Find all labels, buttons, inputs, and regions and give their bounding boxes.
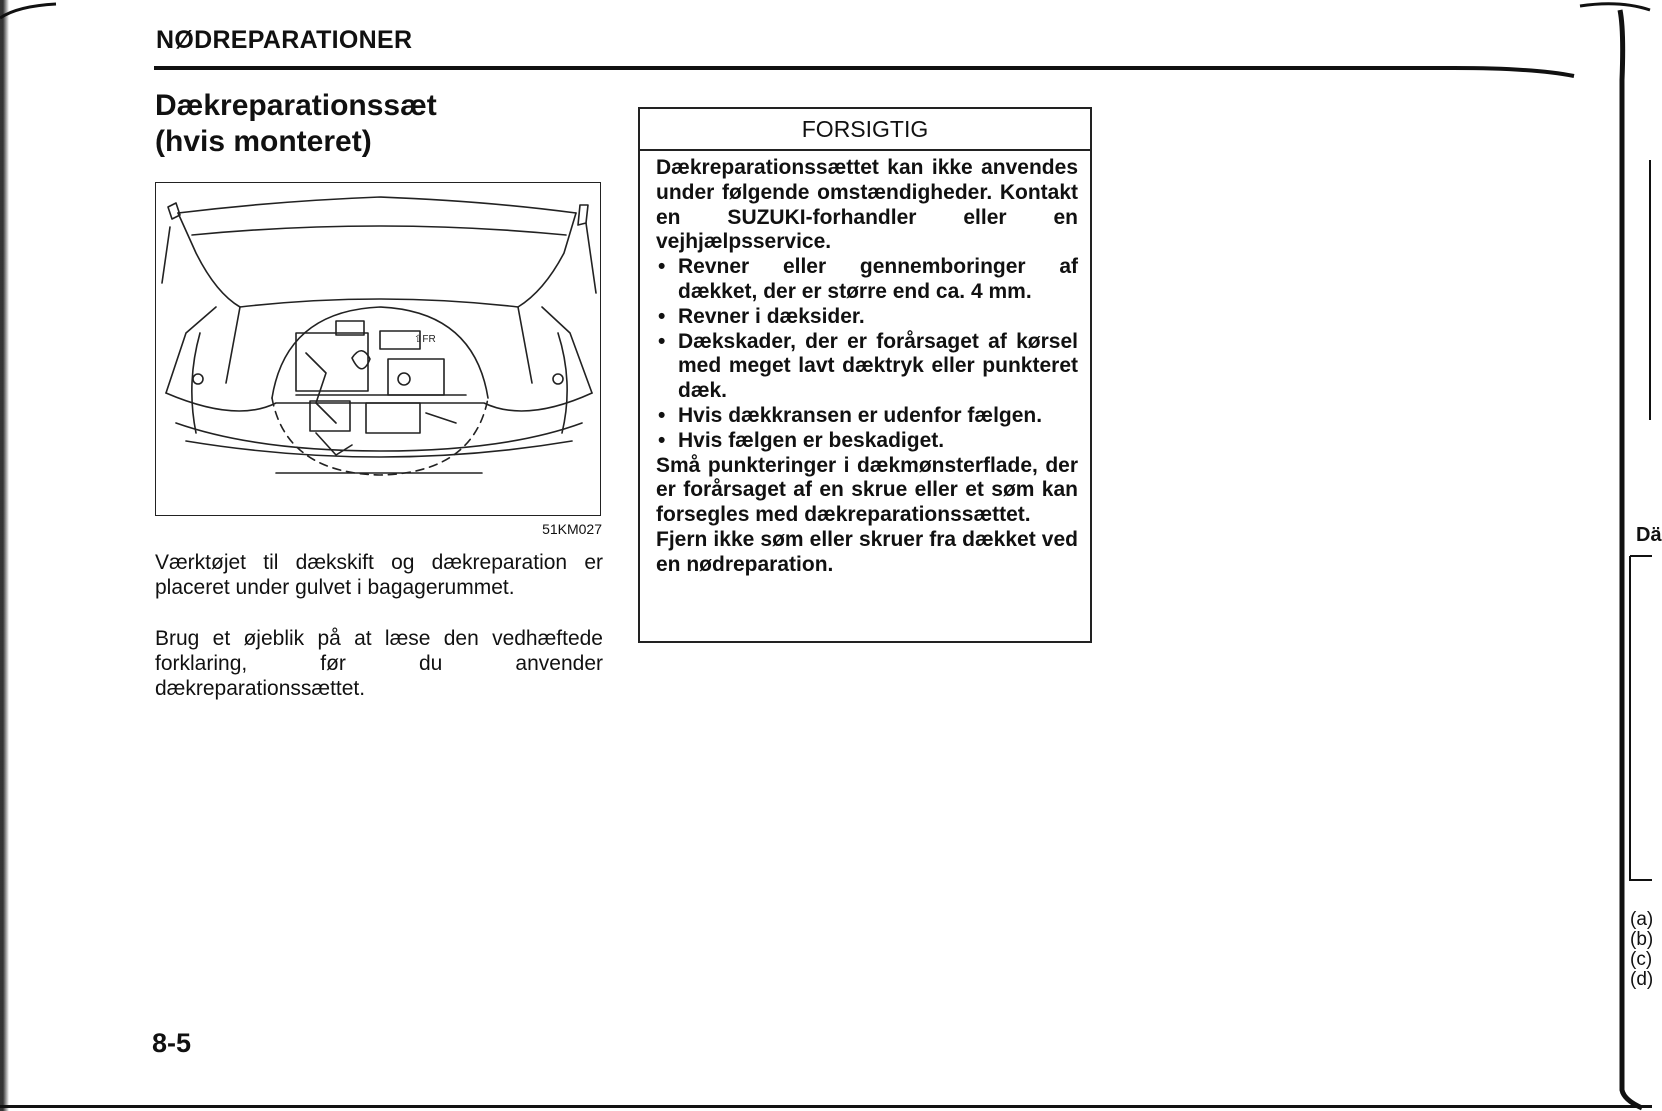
- caution-note-puncture: Små punkteringer i dækmønsterflade, der er forårsaget af en skrue eller et søm kan forsegles med dækreparationssættet.: [656, 453, 1078, 527]
- page-corner-mark: [0, 0, 60, 30]
- right-page-letters: [1630, 910, 1653, 990]
- caution-item: • Hvis dækkransen er udenfor fælgen.: [656, 404, 1078, 429]
- trunk-illustration: [155, 182, 601, 516]
- caution-box: [638, 107, 1092, 643]
- section-header: NØDREPARATIONER: [156, 26, 413, 54]
- letter-b: (b): [1630, 929, 1654, 950]
- page-title: [155, 88, 595, 160]
- title-line-1: Dækreparationssæt: [155, 89, 437, 122]
- caution-item: • Hvis fælgen er beskadiget.: [656, 429, 1078, 454]
- page-left-edge: [0, 0, 18, 1111]
- letter-d: (d): [1630, 969, 1654, 990]
- caution-item: • Revner i dæksider.: [656, 305, 1078, 330]
- page-number: 8-5: [152, 1028, 192, 1058]
- header-rule: [154, 62, 1574, 82]
- caution-item: • Dækskader, der er forårsaget af kørsel med meget lavt dæktryk eller punkteret dæk.: [656, 330, 1078, 404]
- letter-c: (c): [1630, 949, 1653, 970]
- paragraph-tool-location: Værktøjet til dækskift og dækreparation er placeret under gulvet i bagagerummet.: [155, 551, 603, 599]
- letter-a: (a): [1630, 909, 1654, 930]
- caution-list: [656, 255, 1078, 453]
- caution-note-nails: Fjern ikke søm eller skruer fra dækket ved en nødreparation.: [656, 527, 1078, 576]
- trunk-drawing: [156, 183, 602, 517]
- paragraph-read-instructions: Brug et øjeblik på at læse den vedhæftede forklaring, før du anvender dækreparationssættet.: [155, 627, 603, 700]
- caution-body: [640, 151, 1090, 578]
- caution-heading: FORSIGTIG: [640, 109, 1090, 151]
- title-line-2: (hvis monteret): [155, 125, 372, 158]
- right-page-fragment: Dä: [1636, 524, 1662, 546]
- figure-fr-label: ⇧FR: [414, 334, 436, 345]
- bottom-rule: [0, 1105, 1652, 1108]
- caution-item: • Revner eller gennemboringer af dækket, der er større end ca. 4 mm.: [656, 255, 1078, 305]
- caution-intro: Dækreparationssættet kan ikke anvendes under følgende omstændigheder. Kontakt en SUZUKI-forhandler eller en vejhjælpsservice.: [656, 156, 1078, 254]
- figure-code: 51KM027: [542, 521, 602, 537]
